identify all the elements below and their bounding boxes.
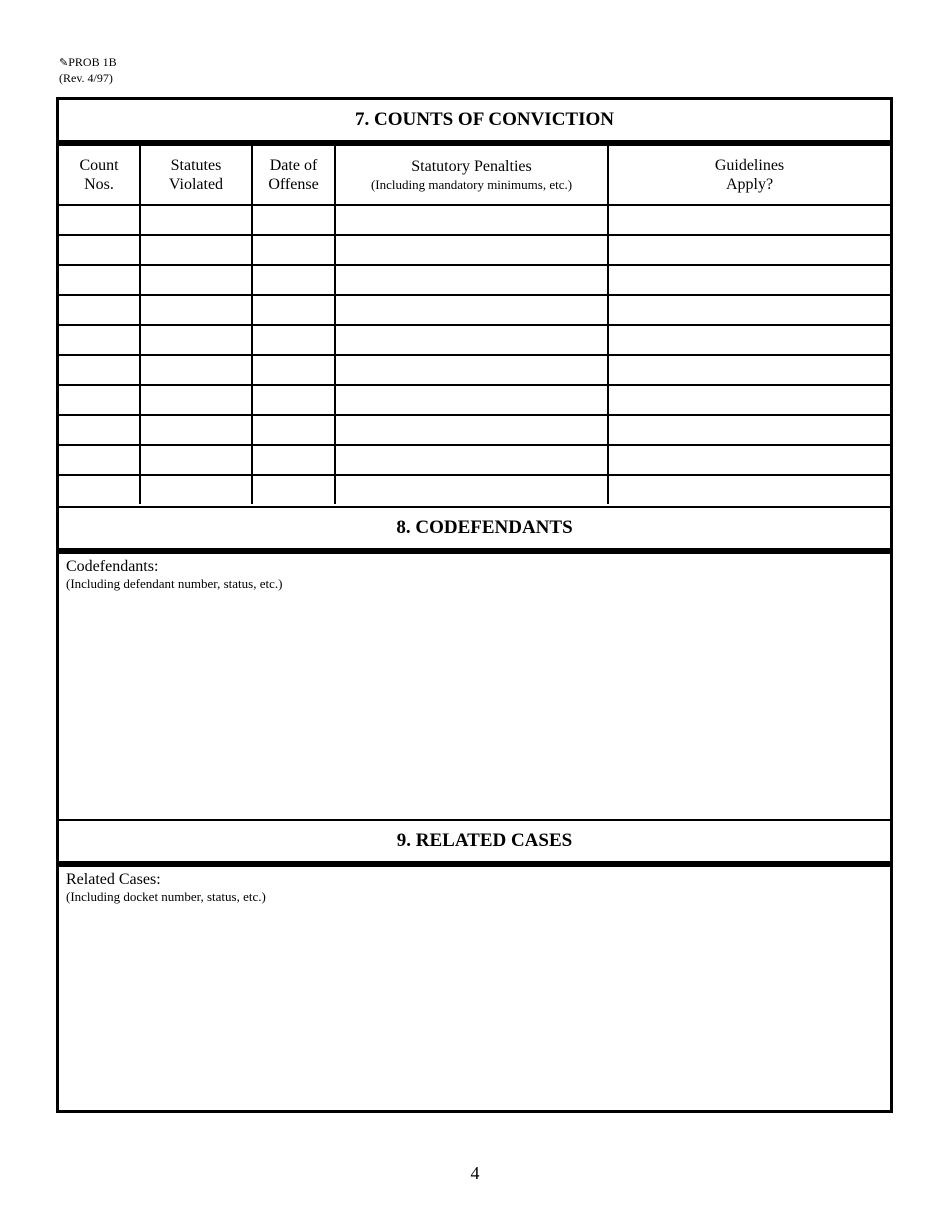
form-id: PROB 1B — [68, 55, 117, 69]
date-cell[interactable] — [252, 415, 335, 445]
count-nos-cell[interactable] — [59, 415, 140, 445]
count-nos-cell[interactable] — [59, 325, 140, 355]
counts-table-body — [59, 205, 890, 504]
date-cell[interactable] — [252, 355, 335, 385]
table-header-row — [59, 146, 890, 205]
codefendants-hint: (Including defendant number, status, etc.) — [66, 576, 283, 591]
section-8-header — [59, 506, 890, 554]
statutes-cell[interactable] — [140, 235, 252, 265]
date-cell[interactable] — [252, 265, 335, 295]
related-cases-label: Related Cases: — [66, 871, 161, 888]
date-cell[interactable] — [252, 295, 335, 325]
table-row — [59, 445, 890, 475]
counts-of-conviction-table — [59, 146, 890, 504]
count-nos-cell[interactable] — [59, 295, 140, 325]
count-nos-cell[interactable] — [59, 445, 140, 475]
col-guidelines-label: Guidelines Apply? — [714, 157, 785, 193]
date-cell[interactable] — [252, 235, 335, 265]
col-statutory-penalties — [335, 146, 608, 205]
guidelines-cell[interactable] — [608, 235, 890, 265]
statutes-cell[interactable] — [140, 205, 252, 235]
table-row — [59, 265, 890, 295]
col-statutes-violated — [140, 146, 252, 205]
related-cases-field[interactable] — [66, 871, 266, 905]
table-row — [59, 355, 890, 385]
penalties-cell[interactable] — [335, 445, 608, 475]
pencil-icon: ✎ — [59, 57, 69, 69]
table-row — [59, 295, 890, 325]
penalties-cell[interactable] — [335, 265, 608, 295]
guidelines-cell[interactable] — [608, 325, 890, 355]
penalties-cell[interactable] — [335, 295, 608, 325]
form-revision: (Rev. 4/97) — [59, 71, 113, 85]
guidelines-cell[interactable] — [608, 355, 890, 385]
guidelines-cell[interactable] — [608, 265, 890, 295]
section-9-header — [59, 819, 890, 867]
count-nos-cell[interactable] — [59, 205, 140, 235]
count-nos-cell[interactable] — [59, 475, 140, 504]
col-count-nos-label: Count Nos. — [79, 157, 119, 193]
section-8-title: 8. CODEFENDANTS — [396, 517, 573, 538]
table-row — [59, 205, 890, 235]
codefendants-field[interactable] — [66, 558, 282, 592]
statutes-cell[interactable] — [140, 325, 252, 355]
col-date-label: Date of Offense — [268, 157, 319, 193]
table-row — [59, 325, 890, 355]
col-penalties-sub: (Including mandatory minimums, etc.) — [370, 177, 573, 192]
guidelines-cell[interactable] — [608, 445, 890, 475]
table-row — [59, 385, 890, 415]
penalties-cell[interactable] — [335, 205, 608, 235]
guidelines-cell[interactable] — [608, 385, 890, 415]
count-nos-cell[interactable] — [59, 355, 140, 385]
statutes-cell[interactable] — [140, 415, 252, 445]
count-nos-cell[interactable] — [59, 385, 140, 415]
guidelines-cell[interactable] — [608, 475, 890, 504]
form-identifier — [59, 55, 117, 86]
penalties-cell[interactable] — [335, 385, 608, 415]
statutes-cell[interactable] — [140, 295, 252, 325]
date-cell[interactable] — [252, 475, 335, 504]
section-7-header — [59, 100, 890, 146]
statutes-cell[interactable] — [140, 475, 252, 504]
table-row — [59, 415, 890, 445]
statutes-cell[interactable] — [140, 385, 252, 415]
col-guidelines-apply — [608, 146, 890, 205]
section-7-title: 7. COUNTS OF CONVICTION — [355, 109, 614, 130]
codefendants-label: Codefendants: — [66, 558, 159, 575]
col-penalties-label: Statutory Penalties — [411, 158, 532, 175]
statutes-cell[interactable] — [140, 265, 252, 295]
date-cell[interactable] — [252, 385, 335, 415]
date-cell[interactable] — [252, 325, 335, 355]
penalties-cell[interactable] — [335, 325, 608, 355]
table-row — [59, 235, 890, 265]
page-number: 4 — [470, 1163, 480, 1183]
penalties-cell[interactable] — [335, 415, 608, 445]
table-row — [59, 475, 890, 504]
penalties-cell[interactable] — [335, 235, 608, 265]
guidelines-cell[interactable] — [608, 415, 890, 445]
date-cell[interactable] — [252, 205, 335, 235]
guidelines-cell[interactable] — [608, 295, 890, 325]
penalties-cell[interactable] — [335, 355, 608, 385]
col-count-nos — [59, 146, 140, 205]
guidelines-cell[interactable] — [608, 205, 890, 235]
related-cases-hint: (Including docket number, status, etc.) — [66, 889, 266, 904]
penalties-cell[interactable] — [335, 475, 608, 504]
col-statutes-label: Statutes Violated — [168, 157, 224, 193]
form-id-line — [59, 55, 117, 71]
form-frame — [56, 97, 893, 1113]
statutes-cell[interactable] — [140, 355, 252, 385]
section-9-title: 9. RELATED CASES — [396, 830, 573, 851]
col-date-of-offense — [252, 146, 335, 205]
statutes-cell[interactable] — [140, 445, 252, 475]
count-nos-cell[interactable] — [59, 265, 140, 295]
date-cell[interactable] — [252, 445, 335, 475]
count-nos-cell[interactable] — [59, 235, 140, 265]
